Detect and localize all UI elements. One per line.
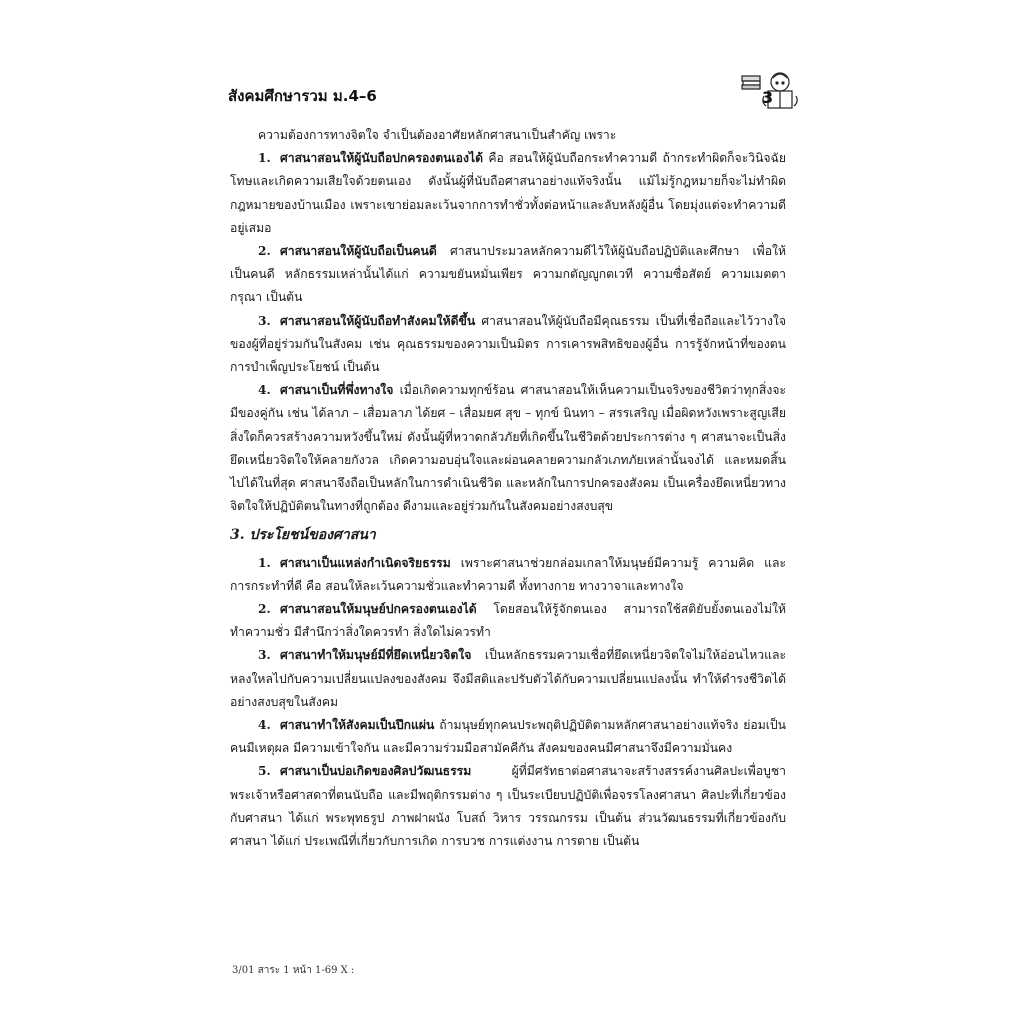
item-number: 3. [258,313,271,328]
item-title: ศาสนาสอนให้ผู้นับถือปกครองตนเองได้ [280,151,483,166]
item-number: 4. [258,383,271,398]
item-body: คือ สอนให้ผู้นับถือกระทำความดี ถ้ากระทำผิดก็จะวินิจฉัยโทษและเกิดความเสียใจด้วยตนเอง ดังนั้นผู้ที่นับถือศาสนาอย่างแท้จริงนั้น แม้ไม่รู้กฎหมายก็จะไม่ทำผิดกฎหมายของบ้านเมือง เพราะเขาย่อมละเว้นจากการทำชั่วทั้งต่อหน้าและลับหลังผู้อื่น โดยมุ่งแต่จะทำความดีอยู่เสมอ [230,151,786,235]
item-body: ผู้ที่มีศรัทธาต่อศาสนาจะสร้างสรรค์งานศิลปะเพื่อบูชาพระเจ้าหรือศาสดาที่ตนนับถือ และมีพฤติกรรมต่าง ๆ เป็นระเบียบปฏิบัติเพื่อจรรโลงศาสนา ศิลปะที่เกี่ยวข้องกับศาสนา ได้แก่ พระพุทธรูป ภาพฝาผนัง โบสถ์ วิหาร วรรณกรรม เป็นต้น ส่วนวัฒนธรรมที่เกี่ยวข้องกับศาสนา ได้แก่ ประเพณีที่เกี่ยวกับการเกิด การบวช การแต่งงาน การตาย เป็นต้น [230,764,786,849]
item-number: 3. [258,648,271,663]
page-number: 3 [762,88,774,107]
benefit-item [230,644,786,714]
item-number: 1. [258,555,271,570]
reason-item [230,379,786,518]
benefit-item [230,714,786,760]
item-body: เป็นหลักธรรมความเชื่อที่ยึดเหนี่ยวจิตใจไม่ให้อ่อนไหวและหลงใหลไปกับความเปลี่ยนแปลงของสังคม จึงมีสติและปรับตัวได้กับความเปลี่ยนแปลงนั้น ทำให้ดำรงชีวิตได้อย่างสงบสุขในสังคม [230,648,786,709]
item-number: 1. [258,151,271,166]
item-body: เพราะศาสนาช่วยกล่อมเกลาให้มนุษย์มีความรู้ ความคิด และการกระทำที่ดี คือ สอนให้ละเว้นความชั่วและทำความดี ทั้งทางกาย ทางวาจาและทางใจ [230,555,786,593]
item-title: ศาสนาเป็นบ่อเกิดของศิลปวัฒนธรรม [280,764,472,779]
document-body [230,124,786,853]
item-title: ศาสนาเป็นที่พึ่งทางใจ [280,383,394,398]
intro-paragraph: ความต้องการทางจิตใจ จำเป็นต้องอาศัยหลักศาสนาเป็นสำคัญ เพราะ [258,128,617,142]
section-heading: 3. ประโยชน์ของศาสนา [230,527,376,544]
item-body: โดยสอนให้รู้จักตนเอง สามารถใช้สติยับยั้งตนเองไม่ให้ทำความชั่ว มีสำนึกว่าสิ่งใดควรทำ สิ่งใดไม่ควรทำ [230,602,786,640]
item-title: ศาสนาทำให้มนุษย์มีที่ยึดเหนี่ยวจิตใจ [280,648,472,663]
item-title: ศาสนาเป็นแหล่งกำเนิดจริยธรรม [280,555,451,570]
item-title: ศาสนาทำให้สังคมเป็นปึกแผ่น [280,718,435,733]
item-number: 2. [258,244,271,259]
item-title: ศาสนาสอนให้มนุษย์ปกครองตนเองได้ [280,602,477,617]
benefit-item [230,598,786,644]
page-footer: 3/01 สาระ 1 หน้า 1-69 X : [232,965,355,976]
reason-item [230,310,786,380]
benefit-item [230,552,786,598]
reason-item [230,147,786,240]
item-body: ศาสนาสอนให้ผู้นับถือมีคุณธรรม เป็นที่เชื่อถือและไว้วางใจของผู้ที่อยู่ร่วมกันในสังคม เช่น คุณธรรมของความเป็นมิตร การเคารพสิทธิของผู้อื่น การรู้จักหน้าที่ของตน การบำเพ็ญประโยชน์ เป็นต้น [230,313,786,375]
book-title: สังคมศึกษารวม ม.4–6 [228,87,377,105]
item-number: 2. [258,602,271,617]
item-number: 4. [258,718,271,733]
item-body: ถ้ามนุษย์ทุกคนประพฤติปฏิบัติตามหลักศาสนาอย่างแท้จริง ย่อมเป็นคนมีเหตุผล มีความเข้าใจกัน และมีความร่วมมือสามัคคีกัน สังคมของคนมีศาสนาจึงมีความมั่นคง [230,718,786,756]
reason-item [230,240,786,310]
benefit-item [230,760,786,853]
item-title: ศาสนาสอนให้ผู้นับถือเป็นคนดี [280,244,437,259]
item-title: ศาสนาสอนให้ผู้นับถือทำสังคมให้ดีขึ้น [280,313,476,328]
item-body: ศาสนาประมวลหลักความดีไว้ให้ผู้นับถือปฏิบัติและศึกษา เพื่อให้เป็นคนดี หลักธรรมเหล่านั้นได้แก่ ความขยันหมั่นเพียร ความกตัญญูกตเวที ความซื่อสัตย์ ความเมตตากรุณา เป็นต้น [230,244,786,305]
item-number: 5. [258,764,271,779]
item-body: เมื่อเกิดความทุกข์ร้อน ศาสนาสอนให้เห็นความเป็นจริงของชีวิตว่าทุกสิ่งจะมีของคู่กัน เช่น ได้ลาภ – เสื่อมลาภ ได้ยศ – เสื่อมยศ สุข – ทุกข์ นินทา – สรรเสริญ เมื่อผิดหวังเพราะสูญเสียสิ่งใดก็ควรสร้างความหวังขึ้นใหม่ ดังนั้นผู้ที่หวาดกลัวภัยที่เกิดขึ้นในชีวิตด้วยประการต่าง ๆ ศาสนาจะเป็นสิ่งยึดเหนี่ยวจิตใจให้คลายกังวล เกิดความอบอุ่นใจและผ่อนคลายความกลัวเภทภัยเหล่านั้นจงได้ และหมดสิ้นไปได้ในที่สุด ศาสนาจึงถือเป็นหลักในการดำเนินชีวิต และหลักในการปกครองสังคม เป็นเครื่องยึดเหนี่ยวทางจิตใจให้ปฏิบัติตนในทางที่ถูกต้อง ดีงามและอยู่ร่วมกันในสังคมอย่างสงบสุข [230,383,786,514]
